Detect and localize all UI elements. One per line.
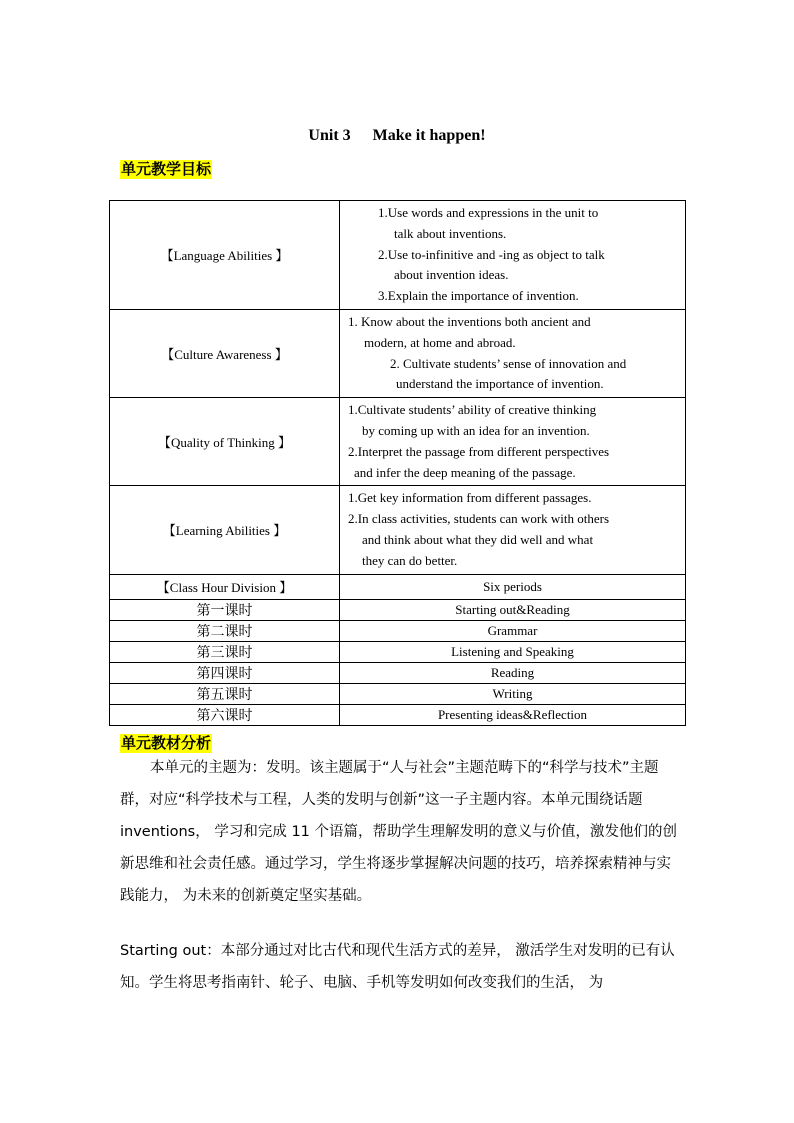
goal-row-culture [110, 309, 686, 397]
goal-content [340, 486, 686, 574]
analysis-paragraph: 本单元的主题为：发明。该主题属于“人与社会”主题范畴下的“科学与技术”主题群，对应“科学技术与工程，人类的发明与创新”这一子主题内容。本单元围绕话题 inventions， 学习和完成 11 个语篇，帮助学生理解发明的意义与价值，激发他们的创新思维和社会责任感。通过学习，学生将逐步掌握解决问题的技巧，培养探索精神与实践能力， 为未来的创新奠定坚实基础。 [120, 760, 678, 904]
goal-label: 【Quality of Thinking 】 [110, 398, 340, 486]
goal-line: 1. Know about the inventions both ancient and [348, 313, 591, 329]
class-hour-value: Six periods [340, 574, 686, 599]
period-label: 第三课时 [110, 641, 340, 662]
goal-label: 【Language Abilities 】 [110, 201, 340, 310]
period-row [110, 683, 686, 704]
unit-name: Make it happen! [372, 127, 486, 144]
section-heading-teaching-goals: 单元教学目标 [121, 160, 212, 178]
period-row [110, 620, 686, 641]
goal-line: 1.Cultivate students’ ability of creative thinking [348, 402, 597, 418]
goal-content [340, 398, 686, 486]
period-value: Presenting ideas&Reflection [340, 704, 686, 725]
period-label: 第一课时 [110, 599, 340, 620]
goal-content [340, 309, 686, 397]
goal-label: 【Culture Awareness 】 [110, 309, 340, 397]
goal-line: modern, at home and abroad. [364, 334, 516, 350]
goal-line: talk about inventions. [394, 225, 507, 241]
period-value: Starting out&Reading [340, 599, 686, 620]
goal-line: 1.Get key information from different passages. [348, 490, 592, 506]
period-row [110, 704, 686, 725]
period-value: Listening and Speaking [340, 641, 686, 662]
goal-label: 【Learning Abilities 】 [110, 486, 340, 574]
goal-line: 1.Use words and expressions in the unit to [378, 205, 599, 220]
class-hour-label: 【Class Hour Division 】 [110, 574, 340, 599]
period-label: 第二课时 [110, 620, 340, 641]
goal-row-thinking [110, 398, 686, 486]
goal-line: they can do better. [362, 552, 458, 568]
goal-line: about invention ideas. [394, 267, 509, 283]
period-row [110, 599, 686, 620]
period-value: Reading [340, 662, 686, 683]
teaching-goals-table [109, 200, 686, 726]
goal-row-language [110, 201, 686, 310]
goal-line: 2. Cultivate students’ sense of innovation and [390, 355, 627, 371]
period-label: 第五课时 [110, 683, 340, 704]
goal-line: understand the importance of invention. [396, 376, 604, 392]
period-row [110, 662, 686, 683]
period-row [110, 641, 686, 662]
period-label: 第四课时 [110, 662, 340, 683]
goal-line: by coming up with an idea for an invention. [362, 422, 590, 438]
starting-out-paragraph: Starting out：本部分通过对比古代和现代生活方式的差异， 激活学生对发明的已有认知。学生将思考指南针、轮子、电脑、手机等发明如何改变我们的生活， 为 [120, 943, 675, 991]
goal-line: and infer the deep meaning of the passage. [354, 464, 576, 480]
goal-line: 2.Use to-infinitive and -ing as object to talk [378, 246, 605, 262]
section-heading-material-analysis: 单元教材分析 [121, 734, 212, 752]
goal-line: 3.Explain the importance of invention. [378, 288, 579, 304]
goal-line: 2.In class activities, students can work with others [348, 511, 610, 527]
goal-content [340, 201, 686, 310]
class-hour-row [110, 574, 686, 599]
period-label: 第六课时 [110, 704, 340, 725]
goal-row-learning [110, 486, 686, 574]
page-title [0, 127, 794, 145]
unit-number: Unit 3 [308, 127, 351, 144]
goal-line: 2.Interpret the passage from different perspectives [348, 443, 610, 459]
period-value: Grammar [340, 620, 686, 641]
period-value: Writing [340, 683, 686, 704]
goal-line: and think about what they did well and what [362, 531, 594, 547]
